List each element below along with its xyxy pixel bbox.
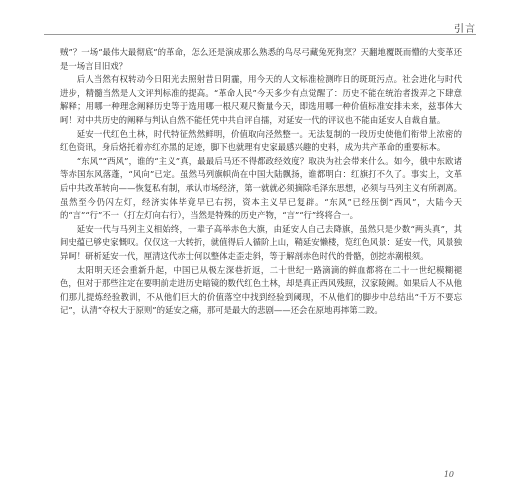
paragraph: “东风”“西风”，谁的“主义”真，最最后马还不得都政经效度？取决为社会带来什么。如今，俄中东欧诸等赤国东风落蓬，“风向”已定。虽然马列旗帜尚在中国大陆飘扬，谁都明白：红旗打不久了。事实上，文革后中共改革转向——恢复私有制，承认市场经济，第一就就必须摘除毛泽东思想，必须与马列主义有所剥离。虽然至今仍闪左灯，经济实体毕竟早已右拐，资本主义早已复辟。“东风”已经压倒“西风”，大陆今天的“言”“行”不一（打左灯向右行），当然是特殊的历史产物，“言”“行”终将合一。 — [60, 155, 462, 221]
body-text — [60, 46, 462, 318]
running-header-title: 引言 — [454, 24, 476, 35]
paragraph: 延安一代与马列主义相始终，一辈子高举赤色大旗，由延安人自己去降旗，虽然只是少数“两头真”，其间史蕴已够史家慨叹。仅仅这一大转折，就值得后人循阶上山，鞘延安懒楼，览红色风景：延安一代，风景独异呵！研析延安一代，厘清这代赤士何以整体走歪走斜，等于解剖赤色时代的骨骼，创挖赤潮根须。 — [60, 223, 462, 261]
paragraph: 太阳明天还会重新升起，中国已从极左深巷折返，二十世纪一路滴滴的鲜血都将在二十一世纪模糊褪色，但对于那些注定在要明前走进历史暗镜的数代红色土林，却是真正西风残照，汉家陵阙。如果后人不从他们那儿提炼经验教训，不从他们巨大的价值落空中找到经验到阈现，不从他们的脚步中总结出“千万不要忘记”，认清“夺权大于原则”的延安之痛，那可是最大的悲剧——还会在原地再摔第二跤。 — [60, 264, 462, 316]
page-number: 10 — [443, 470, 454, 479]
paragraph: 后人当然有权转动今日阳光去照射昔日阴霾，用今天的人文标准检测昨日的斑斑污点。社会进化与时代进步，精髓当然是人文评判标准的提高。“革命人民”今天多少有点觉醒了：历史不能在统治者拨弄之下肆意解释；用哪一种理念阐释历史等于选用哪一根尺观尺衡量今天，即选用哪一种价值标准安排未来，兹事体大呵！对中共历史的阐释与判认自然不能任凭中共自评自擂，对延安一代的评议也不能由延安人自裁自量。 — [60, 74, 462, 125]
paragraph-continuation: 贼”？一场“最伟大最彻底”的革命，怎么还是演成那么熟悉的鸟尽弓藏兔死狗烹？天翻地覆既而懵的大变革还是一场言目旧戏？ — [60, 47, 462, 71]
header-rule — [44, 34, 476, 35]
paragraph: 延安一代红色土林，时代特征然然鲜明，价值取向泾然整一。无法复制的一段历史使他们衔带上浓密的红色资讯，身后烙托着亦红亦黑的足迹，脚下也就理有史家最感兴趣的史料，成为共产革命的重要标本。 — [60, 128, 462, 153]
